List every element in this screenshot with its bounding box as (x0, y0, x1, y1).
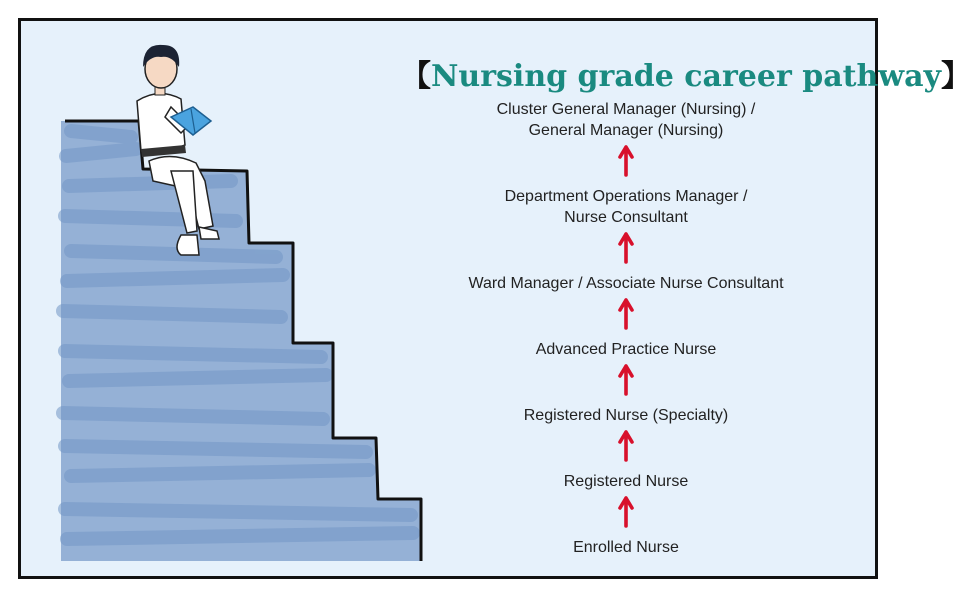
up-arrow-icon (618, 232, 634, 264)
step-line: Advanced Practice Nurse (535, 341, 717, 358)
pathway-step (468, 273, 783, 294)
up-arrow-icon (618, 430, 634, 462)
title-bracket-open: 【 (401, 59, 431, 94)
up-arrow-icon (618, 364, 634, 396)
step-line: General Manager (Nursing) (528, 122, 724, 139)
pathway-step (524, 405, 729, 426)
diagram-frame (18, 18, 971, 579)
pathway-step (564, 471, 689, 492)
step-line: Registered Nurse (Specialty) (523, 407, 729, 424)
title-text: Nursing grade career pathway (431, 59, 941, 94)
step-line: Cluster General Manager (Nursing) / (496, 101, 756, 118)
up-arrow-icon (618, 496, 634, 528)
step-line: Department Operations Manager / (504, 188, 748, 205)
up-arrow-icon (618, 298, 634, 330)
staircase (61, 121, 421, 561)
nurse-reading-on-stairs-illustration (21, 21, 461, 582)
career-pathway (426, 99, 826, 558)
pathway-step (505, 186, 748, 228)
pathway-step (497, 99, 756, 141)
step-line: Registered Nurse (563, 473, 689, 490)
step-line: Ward Manager / Associate Nurse Consultant (468, 275, 784, 292)
pathway-step (573, 537, 679, 558)
diagram-title (401, 51, 971, 95)
up-arrow-icon (618, 145, 634, 177)
step-line: Nurse Consultant (564, 209, 688, 226)
step-line: Enrolled Nurse (573, 539, 679, 556)
pathway-step (536, 339, 717, 360)
title-bracket-close: 】 (941, 59, 971, 94)
